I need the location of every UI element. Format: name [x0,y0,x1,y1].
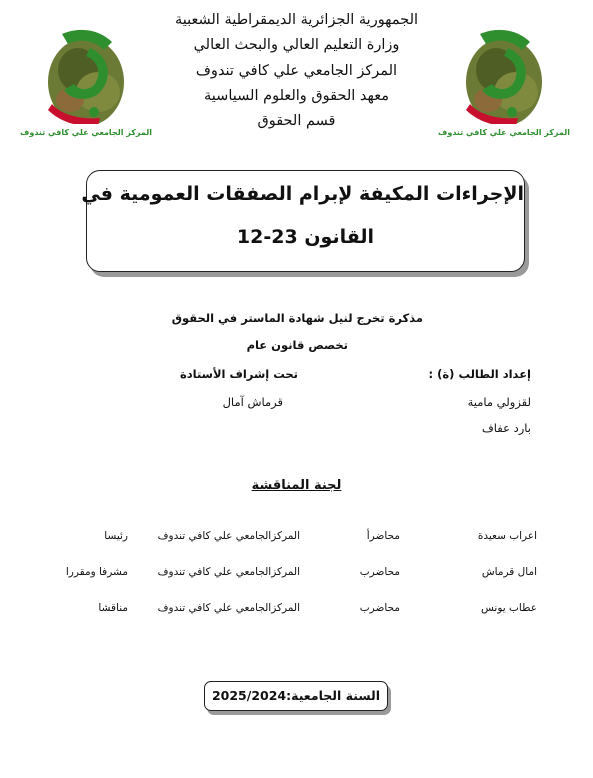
committee-member-rank: محاضرب [359,602,400,614]
supervisor-label: تحت إشراف الأستادة [179,367,298,381]
institution-header [140,8,453,134]
header-line-department: قسم الحقوق [257,113,336,130]
committee-member-role: رئيسا [104,530,128,542]
header-line-institute: معهد الحقوق والعلوم السياسية [204,87,389,104]
thesis-title-box [81,170,525,272]
logo-emblem-icon [20,20,152,142]
university-logo-left [20,20,152,142]
committee-member-institution: المركزالجامعي علي كافي تندوف [157,566,300,578]
logo-caption-left: المركز الجامعي علي كافي تندوف [20,128,152,137]
thesis-title-line1: الإجراءات المكيفة لإبرام الصفقات العمومية في [81,183,524,205]
student-name-1: لقزولي مامية [467,395,531,409]
committee-member-role: مشرفا ومقررا [65,566,128,578]
thesis-title-line2: القانون 23-12 [236,226,375,248]
academic-year: السنة الجامعية:2025/2024 [211,688,381,703]
academic-year-box [204,681,388,711]
committee-member-role: مناقشا [98,602,128,614]
supervisor-name: قرماش آمال [222,395,283,409]
memo-specialty-line: تخصص قانون عام [246,338,348,352]
header-line-university: المركز الجامعي علي كافي تندوف [195,62,398,79]
committee-member-name: امال قرماش [481,566,537,578]
header-line-ministry: وزارة التعليم العالي والبحث العالي [193,37,400,54]
memo-degree-line: مذكرة تخرج لنيل شهادة الماستر في الحقوق [171,311,423,325]
header-line-republic: الجمهورية الجزائرية الديمقراطية الشعبية [174,12,419,28]
committee-member-institution: المركزالجامعي علي كافي تندوف [157,602,300,614]
committee-member-rank: محاضرأ [366,530,400,542]
committee-member-institution: المركزالجامعي علي كافي تندوف [157,530,300,542]
committee-title: لجنة المناقشة [251,478,342,493]
logo-emblem-icon [438,20,570,142]
students-label: إعداد الطالب (ة) : [428,367,531,381]
committee-member-name: اعراب سعيدة [477,530,537,542]
committee-member-name: عطاب يونس [481,602,537,614]
committee-member-rank: محاضرب [359,566,400,578]
university-logo-right [438,20,570,142]
student-name-2: بارد عفاف [481,421,531,435]
logo-caption-right: المركز الجامعي علي كافي تندوف [438,128,570,137]
